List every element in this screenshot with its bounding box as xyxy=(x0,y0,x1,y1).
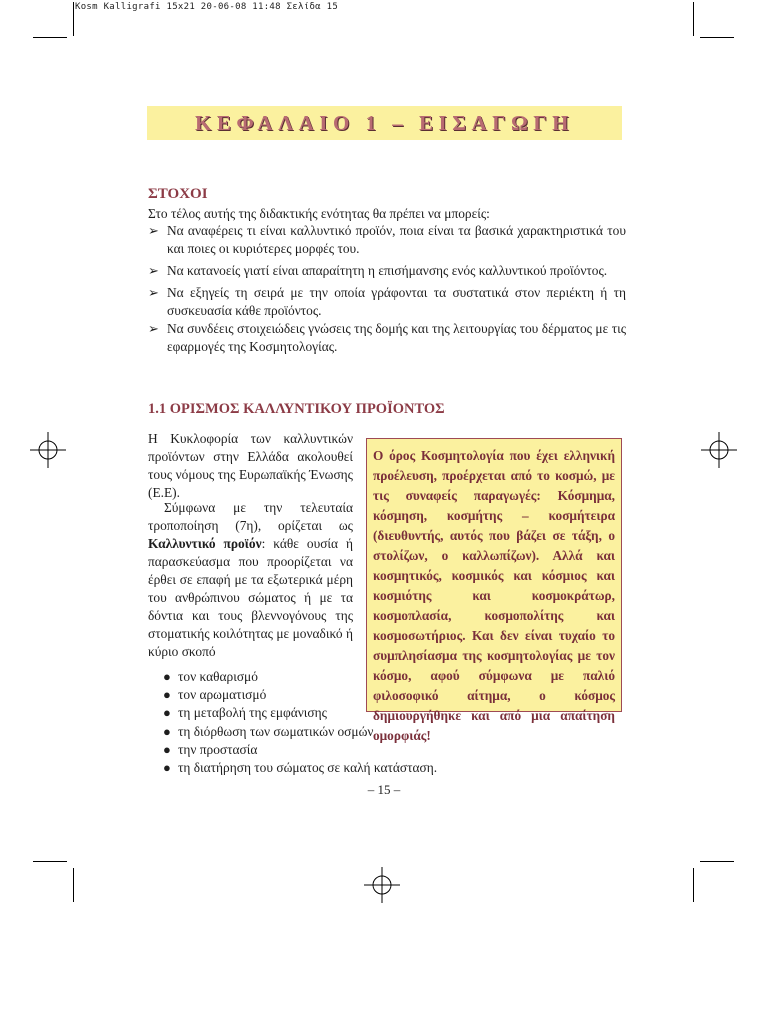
crosshair-circle-icon xyxy=(30,432,66,468)
crop-mark-tl-h xyxy=(33,37,67,38)
defined-term: Καλλυντικό προϊόν xyxy=(148,536,262,551)
paragraph-text: Σύμφωνα με την τελευταία τροποποίηση (7η), ορίζεται ως xyxy=(148,500,353,533)
list-item xyxy=(163,759,437,777)
goal-item xyxy=(148,222,626,258)
goals-heading: ΣΤΟΧΟΙ xyxy=(148,186,208,202)
filled-circle-icon: ● xyxy=(163,723,171,739)
goal-item xyxy=(148,262,626,280)
filled-circle-icon: ● xyxy=(163,687,171,703)
goal-item-text: Να εξηγείς τη σειρά με την οποία γράφονται τα συστατικά στον περιέκτη ή τη συσκευασία κάθε προϊόντος. xyxy=(167,285,626,318)
arrowhead-right-icon: ➢ xyxy=(148,263,159,278)
goal-item-text: Να αναφέρεις τι είναι καλλυντικό προϊόν, ποια είναι τα βασικά χαρακτηριστικά του και ποιες οι κυριότερες μορφές του. xyxy=(167,223,626,256)
list-item xyxy=(163,741,437,759)
list-item-text: την προστασία xyxy=(178,741,258,757)
paragraph-text: Η Κυκλοφορία των καλλυντικών προϊόντων στην Ελλάδα ακολουθεί τους νόμους της Ευρωπαϊκής Ένωσης (Ε.Ε). xyxy=(148,431,353,500)
list-item-text: τη διόρθωση των σωματικών οσμών xyxy=(178,723,374,739)
list-item-text: τον αρωματισμό xyxy=(178,687,267,703)
goal-item-text: Να κατανοείς γιατί είναι απαραίτητη η επισήμανσης ενός καλλυντικού προϊόντος. xyxy=(167,263,608,278)
paragraph-text: : κάθε ουσία ή παρασκεύασμα που προορίζεται να έρθει σε επαφή με τα εξωτερικά μέρη του ανθρώπινου σώματος ή με τα δόντια και τους βλεννογόνους της στοματικής κοιλότητας με μοναδικό ή κύριο σκοπό xyxy=(148,536,353,659)
arrowhead-right-icon: ➢ xyxy=(148,223,159,238)
list-item xyxy=(163,668,437,686)
purpose-bullet-list xyxy=(163,668,437,777)
chapter-title-band xyxy=(147,106,622,140)
filled-circle-icon: ● xyxy=(163,741,171,757)
goal-item xyxy=(148,284,626,320)
list-item xyxy=(163,723,437,741)
crop-mark-tr-h xyxy=(700,37,734,38)
crop-mark-tr-v xyxy=(693,2,694,36)
arrowhead-right-icon: ➢ xyxy=(148,285,159,300)
definition-paragraph-1 xyxy=(148,430,353,502)
goals-intro: Στο τέλος αυτής της διδακτικής ενότητας θα πρέπει να μπορείς: xyxy=(148,206,490,221)
list-item xyxy=(163,686,437,704)
chapter-title: ΚΕΦΑΛΑΙΟ 1 – ΕΙΣΑΓΩΓΗ xyxy=(194,110,574,135)
crop-mark-br-v xyxy=(693,868,694,902)
crop-mark-br-h xyxy=(700,861,734,862)
list-item-text: τη διατήρηση του σώματος σε καλή κατάσταση. xyxy=(178,760,438,776)
page-number: – 15 – xyxy=(367,782,401,797)
goal-item-text: Να συνδέεις στοιχειώδεις γνώσεις της δομής και της λειτουργίας του δέρματος με τις εφαρμογές της Κοσμητολογίας. xyxy=(167,321,626,354)
filled-circle-icon: ● xyxy=(163,760,171,776)
goal-item xyxy=(148,320,626,356)
section-heading: 1.1 ΟΡΙΣΜΟΣ ΚΑΛΛΥΝΤΙΚΟΥ ΠΡΟΪΟΝΤΟΣ xyxy=(148,401,445,417)
list-item xyxy=(163,704,437,722)
arrowhead-right-icon: ➢ xyxy=(148,321,159,336)
definition-paragraph-2 xyxy=(148,499,353,661)
printer-slug: Kosm Kalligrafi 15x21 20-06-08 11:48 Σελίδα 15 xyxy=(75,2,339,12)
crosshair-circle-icon xyxy=(701,432,737,468)
crosshair-circle-icon xyxy=(364,867,400,903)
crop-mark-bl-h xyxy=(33,861,67,862)
list-item-text: τον καθαρισμό xyxy=(178,669,258,684)
info-box-text: Ο όρος Κοσμητολογία που έχει ελληνική προέλευση, προέρχεται από το κοσμώ, με τις συναφείς παραγωγές: Κόσμημα, κόσμηση, κοσμήτης – κοσμήτειρα (διευθυντής, αυτός που βάζει σε τάξη, ο στολίζων, ο καλλωπίζων). Αλλά και κοσμητικός, κοσμικός και κόσμιος και κοσμιότης και κοσμοκράτωρ, κοσμοπλασία, κοσμοπολίτης και κοσμοσωτήριος. Και δεν είναι τυχαίο το συμπλησίασμα της κοσμητολογίας με τον κόσμο, αφού σύμφωνα με παλιό φιλοσοφικό αίτημα, ο κόσμος δημιουργήθηκε και από μια απαίτηση ομορφιάς! xyxy=(373,448,615,743)
list-item-text: τη μεταβολή της εμφάνισης xyxy=(178,705,327,721)
filled-circle-icon: ● xyxy=(163,669,171,684)
filled-circle-icon: ● xyxy=(163,705,171,721)
crop-mark-tl-v xyxy=(73,2,74,36)
crop-mark-bl-v xyxy=(73,868,74,902)
